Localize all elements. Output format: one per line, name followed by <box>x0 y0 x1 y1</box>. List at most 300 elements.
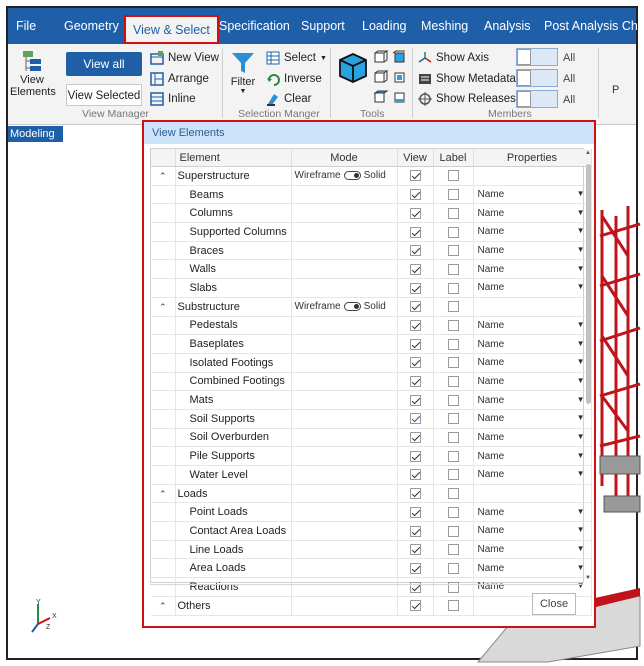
properties-cell[interactable] <box>473 559 591 578</box>
view-manager-group-label: View Manager <box>82 108 149 120</box>
label-checkbox[interactable] <box>448 563 459 574</box>
cube-front-icon[interactable] <box>374 50 388 64</box>
group-row[interactable] <box>151 484 591 503</box>
ribbon-separator <box>598 48 599 118</box>
view-selected-button[interactable]: View Selected <box>66 84 142 106</box>
close-button[interactable]: Close <box>532 593 576 615</box>
view-checkbox[interactable] <box>410 451 421 462</box>
label-cell <box>433 335 473 354</box>
properties-dropdown[interactable] <box>474 189 591 200</box>
properties-cell[interactable] <box>473 409 591 428</box>
label-checkbox[interactable] <box>448 189 459 200</box>
chevron-down-icon[interactable]: ▼ <box>576 506 585 516</box>
chevron-down-icon[interactable]: ▼ <box>576 581 585 591</box>
view-checkbox[interactable] <box>410 488 421 499</box>
ribbon-overflow[interactable]: P <box>612 84 620 96</box>
properties-cell[interactable] <box>473 503 591 522</box>
properties-dropdown[interactable] <box>474 563 591 574</box>
menu-file[interactable]: File <box>16 19 37 33</box>
filter-label: Filter <box>230 76 256 88</box>
label-checkbox[interactable] <box>448 320 459 331</box>
table-row[interactable] <box>151 522 591 541</box>
show-releases-toggle[interactable] <box>516 90 558 108</box>
mode-cell <box>291 353 397 372</box>
menu-support[interactable]: Support <box>301 19 345 33</box>
properties-value: Name <box>477 581 505 593</box>
view-all-button[interactable]: View all <box>66 52 142 76</box>
view-checkbox[interactable] <box>410 526 421 537</box>
expander-cell <box>151 353 175 372</box>
properties-dropdown[interactable] <box>474 226 591 237</box>
show-metadata-checkbox[interactable] <box>517 70 531 86</box>
view-checkbox[interactable] <box>410 245 421 256</box>
element-name: Slabs <box>189 281 218 294</box>
table-row[interactable] <box>151 559 591 578</box>
label-checkbox[interactable] <box>448 301 459 312</box>
properties-value: Name <box>477 245 505 257</box>
view-checkbox[interactable] <box>410 395 421 406</box>
axis-z-label: Z <box>46 624 51 631</box>
table-row[interactable] <box>151 316 591 335</box>
properties-cell[interactable] <box>473 335 591 354</box>
label-checkbox[interactable] <box>448 339 459 350</box>
properties-cell[interactable] <box>473 540 591 559</box>
ribbon-separator <box>412 48 413 118</box>
show-axis-toggle[interactable] <box>516 48 558 66</box>
chevron-down-icon[interactable]: ▼ <box>576 562 585 572</box>
label-checkbox[interactable] <box>448 507 459 518</box>
view-cell <box>397 167 433 186</box>
mode-toggle-switch[interactable] <box>344 171 361 180</box>
element-name: Others <box>177 599 211 612</box>
menu-bar <box>8 8 636 44</box>
menu-post-analysis[interactable]: Post Analysis Ch <box>544 19 638 33</box>
label-cell <box>433 316 473 335</box>
element-name: Soil Overburden <box>189 431 269 444</box>
header-mode: Mode <box>291 149 397 167</box>
chevron-down-icon[interactable]: ▼ <box>576 413 585 423</box>
tools-group-label: Tools <box>360 108 385 120</box>
element-name: Isolated Footings <box>189 356 274 369</box>
element-name: Reactions <box>189 580 239 593</box>
view-checkbox[interactable] <box>410 563 421 574</box>
mode-cell <box>291 223 397 242</box>
table-row[interactable] <box>151 540 591 559</box>
expander-cell <box>151 279 175 298</box>
cube-back-icon[interactable] <box>392 50 406 64</box>
view-checkbox[interactable] <box>410 413 421 424</box>
cube-top-icon[interactable] <box>374 90 388 104</box>
view-checkbox[interactable] <box>410 432 421 443</box>
expander-cell <box>151 503 175 522</box>
label-checkbox[interactable] <box>448 264 459 275</box>
show-releases-checkbox[interactable] <box>517 91 531 107</box>
elements-table <box>151 149 592 616</box>
chevron-down-icon[interactable]: ▼ <box>576 375 585 385</box>
element-name: Area Loads <box>189 562 246 575</box>
menu-loading[interactable]: Loading <box>362 19 407 33</box>
header-expander <box>151 149 175 167</box>
label-checkbox[interactable] <box>448 395 459 406</box>
properties-cell[interactable] <box>473 204 591 223</box>
view-cell <box>397 522 433 541</box>
label-checkbox[interactable] <box>448 208 459 219</box>
properties-cell[interactable] <box>473 466 591 485</box>
label-checkbox[interactable] <box>448 376 459 387</box>
scroll-down-icon[interactable]: ▼ <box>585 575 591 581</box>
label-cell <box>433 260 473 279</box>
view-checkbox[interactable] <box>410 264 421 275</box>
properties-value: Name <box>477 394 505 406</box>
element-name-cell <box>175 316 291 335</box>
cube-view-icon[interactable] <box>336 50 370 84</box>
properties-dropdown[interactable] <box>474 451 591 462</box>
chevron-down-icon[interactable]: ▼ <box>576 338 585 348</box>
label-cell <box>433 223 473 242</box>
cube-left-icon[interactable] <box>374 70 388 84</box>
grid-scrollbar[interactable] <box>584 148 593 581</box>
view-elements-label-1: View <box>20 74 44 86</box>
table-row[interactable] <box>151 185 591 204</box>
view-checkbox[interactable] <box>410 227 421 238</box>
label-cell <box>433 447 473 466</box>
group-row[interactable] <box>151 297 591 316</box>
element-name: Loads <box>177 487 208 500</box>
axis-icon <box>418 51 432 65</box>
chevron-down-icon[interactable]: ▼ <box>576 450 585 460</box>
new-view-icon <box>150 51 164 65</box>
header-label: Label <box>433 149 473 167</box>
show-releases-all-label: All <box>563 94 576 106</box>
view-cell <box>397 279 433 298</box>
new-view-button[interactable] <box>150 51 219 65</box>
table-row[interactable] <box>151 335 591 354</box>
chevron-down-icon[interactable]: ▼ <box>576 525 585 535</box>
label-cell <box>433 428 473 447</box>
element-name: Pile Supports <box>189 450 255 463</box>
properties-value: Name <box>477 506 505 518</box>
tree-icon <box>21 50 43 74</box>
chevron-down-icon[interactable]: ▼ <box>576 544 585 554</box>
label-checkbox[interactable] <box>448 451 459 462</box>
label-checkbox[interactable] <box>448 488 459 499</box>
label-cell <box>433 540 473 559</box>
show-releases-label: Show Releases <box>436 93 516 105</box>
element-name: Soil Supports <box>189 412 255 425</box>
label-checkbox[interactable] <box>448 526 459 537</box>
view-checkbox[interactable] <box>410 507 421 518</box>
table-row[interactable] <box>151 409 591 428</box>
label-cell <box>433 185 473 204</box>
properties-value: Name <box>477 431 505 443</box>
view-checkbox[interactable] <box>410 339 421 350</box>
expander-cell[interactable] <box>151 167 175 186</box>
properties-cell[interactable] <box>473 316 591 335</box>
properties-value: Name <box>477 226 505 238</box>
expander-cell <box>151 223 175 242</box>
properties-dropdown[interactable] <box>474 357 591 368</box>
collapse-chevron-icon[interactable]: ⌃ <box>158 301 167 312</box>
properties-cell <box>473 167 591 186</box>
table-row[interactable] <box>151 279 591 298</box>
label-checkbox[interactable] <box>448 469 459 480</box>
expander-cell <box>151 241 175 260</box>
show-axis-checkbox[interactable] <box>517 49 531 65</box>
element-name-cell <box>175 466 291 485</box>
app-window <box>6 6 638 660</box>
view-checkbox[interactable] <box>410 357 421 368</box>
expander-cell[interactable] <box>151 297 175 316</box>
label-cell <box>433 167 473 186</box>
properties-cell[interactable] <box>473 428 591 447</box>
view-checkbox[interactable] <box>410 208 421 219</box>
collapse-chevron-icon[interactable]: ⌃ <box>158 600 167 611</box>
view-checkbox[interactable] <box>410 283 421 294</box>
view-cell <box>397 559 433 578</box>
label-checkbox[interactable] <box>448 413 459 424</box>
header-element: Element <box>175 149 291 167</box>
table-row[interactable] <box>151 503 591 522</box>
expander-cell[interactable] <box>151 484 175 503</box>
properties-dropdown[interactable] <box>474 376 591 387</box>
element-name-cell <box>175 297 291 316</box>
properties-dropdown[interactable] <box>474 320 591 331</box>
element-name-cell <box>175 428 291 447</box>
properties-dropdown[interactable] <box>474 282 591 293</box>
members-group-label: Members <box>488 108 532 120</box>
mode-cell[interactable] <box>291 297 397 316</box>
properties-value: Name <box>477 319 505 331</box>
element-name: Walls <box>189 263 216 276</box>
label-checkbox[interactable] <box>448 357 459 368</box>
properties-dropdown[interactable] <box>474 469 591 480</box>
properties-cell[interactable] <box>473 260 591 279</box>
table-header <box>151 149 591 167</box>
label-cell <box>433 279 473 298</box>
select-button[interactable] <box>266 51 327 65</box>
element-name-cell <box>175 260 291 279</box>
view-checkbox[interactable] <box>410 376 421 387</box>
table-row[interactable] <box>151 372 591 391</box>
dialog-footer <box>150 584 582 621</box>
element-name: Mats <box>189 394 214 407</box>
mode-cell <box>291 316 397 335</box>
menu-geometry[interactable]: Geometry <box>64 19 119 33</box>
cube-bottom-icon[interactable] <box>392 90 406 104</box>
element-name-cell <box>175 447 291 466</box>
table-row[interactable] <box>151 241 591 260</box>
mode-cell <box>291 484 397 503</box>
arrange-icon <box>150 72 164 86</box>
label-checkbox[interactable] <box>448 432 459 443</box>
inverse-icon <box>266 72 280 86</box>
properties-dropdown[interactable] <box>474 339 591 350</box>
selection-group-label: Selection Manger <box>238 108 320 120</box>
label-checkbox[interactable] <box>448 170 459 181</box>
properties-cell[interactable] <box>473 522 591 541</box>
properties-dropdown[interactable] <box>474 413 591 424</box>
element-name: Braces <box>189 244 224 257</box>
mode-cell <box>291 241 397 260</box>
chevron-down-icon[interactable]: ▼ <box>576 189 585 199</box>
view-checkbox[interactable] <box>410 320 421 331</box>
mode-cell <box>291 409 397 428</box>
table-row[interactable] <box>151 466 591 485</box>
element-name: Water Level <box>189 468 248 481</box>
chevron-down-icon[interactable]: ▼ <box>576 431 585 441</box>
properties-cell[interactable] <box>473 372 591 391</box>
mode-wireframe-label: Wireframe <box>294 170 341 182</box>
properties-value: Name <box>477 469 505 481</box>
label-cell <box>433 484 473 503</box>
table-row[interactable] <box>151 204 591 223</box>
properties-value: Name <box>477 450 505 462</box>
inverse-button[interactable] <box>266 72 322 86</box>
show-axis-button[interactable] <box>418 51 489 65</box>
label-cell <box>433 241 473 260</box>
element-name-cell <box>175 279 291 298</box>
properties-cell[interactable] <box>473 223 591 242</box>
properties-cell <box>473 297 591 316</box>
cube-right-icon[interactable] <box>392 70 406 84</box>
properties-cell[interactable] <box>473 185 591 204</box>
view-cell <box>397 204 433 223</box>
mode-cell <box>291 503 397 522</box>
chevron-down-icon[interactable]: ▼ <box>576 226 585 236</box>
expander-cell <box>151 260 175 279</box>
element-name-cell <box>175 204 291 223</box>
mode-cell <box>291 391 397 410</box>
scroll-thumb[interactable] <box>586 164 591 404</box>
expander-cell <box>151 447 175 466</box>
properties-cell[interactable] <box>473 279 591 298</box>
table-row[interactable] <box>151 260 591 279</box>
label-checkbox[interactable] <box>448 245 459 256</box>
menu-analysis[interactable]: Analysis <box>484 19 531 33</box>
mode-toggle-switch[interactable] <box>344 302 361 311</box>
properties-value: Name <box>477 207 505 219</box>
properties-dropdown[interactable] <box>474 525 591 536</box>
expander-cell <box>151 540 175 559</box>
properties-cell[interactable] <box>473 447 591 466</box>
menu-specification[interactable]: Specification <box>219 19 290 33</box>
element-name: Line Loads <box>189 543 244 556</box>
view-elements-label-2: Elements <box>10 86 56 98</box>
properties-dropdown[interactable] <box>474 507 591 518</box>
chevron-down-icon[interactable]: ▼ <box>576 245 585 255</box>
element-name-cell <box>175 559 291 578</box>
header-view: View <box>397 149 433 167</box>
properties-value: Name <box>477 375 505 387</box>
chevron-down-icon[interactable]: ▼ <box>576 263 585 273</box>
element-name: Superstructure <box>177 169 250 182</box>
properties-value: Name <box>477 263 505 275</box>
label-checkbox[interactable] <box>448 227 459 238</box>
chevron-down-icon[interactable]: ▼ <box>576 469 585 479</box>
view-cell <box>397 353 433 372</box>
element-name-cell <box>175 372 291 391</box>
show-releases-button[interactable] <box>418 92 516 106</box>
chevron-down-icon[interactable]: ▼ <box>576 282 585 292</box>
releases-icon <box>418 92 432 106</box>
group-row[interactable] <box>151 167 591 186</box>
menu-view-select[interactable]: View & Select <box>124 15 219 44</box>
element-name-cell <box>175 484 291 503</box>
view-checkbox[interactable] <box>410 469 421 480</box>
collapse-chevron-icon[interactable]: ⌃ <box>158 488 167 499</box>
table-row[interactable] <box>151 353 591 372</box>
properties-cell[interactable] <box>473 241 591 260</box>
show-axis-all-label: All <box>563 52 576 64</box>
view-cell <box>397 391 433 410</box>
table-row[interactable] <box>151 223 591 242</box>
label-checkbox[interactable] <box>448 283 459 294</box>
metadata-icon <box>418 72 432 86</box>
chevron-down-icon[interactable]: ▼ <box>576 394 585 404</box>
element-name-cell <box>175 223 291 242</box>
view-elements-button[interactable] <box>10 50 54 106</box>
properties-dropdown[interactable] <box>474 395 591 406</box>
label-checkbox[interactable] <box>448 544 459 555</box>
mode-cell <box>291 204 397 223</box>
chevron-down-icon[interactable]: ▼ <box>576 357 585 367</box>
chevron-down-icon[interactable]: ▼ <box>576 207 585 217</box>
view-checkbox[interactable] <box>410 301 421 312</box>
properties-cell[interactable] <box>473 391 591 410</box>
mode-cell[interactable] <box>291 167 397 186</box>
view-checkbox[interactable] <box>410 170 421 181</box>
inverse-label: Inverse <box>284 73 322 85</box>
expander-cell <box>151 391 175 410</box>
inline-button[interactable] <box>150 92 196 106</box>
scroll-up-icon[interactable]: ▲ <box>585 150 591 156</box>
properties-dropdown[interactable] <box>474 245 591 256</box>
arrange-label: Arrange <box>168 73 209 85</box>
chevron-down-icon[interactable]: ▼ <box>576 319 585 329</box>
element-name-cell <box>175 409 291 428</box>
table-row[interactable] <box>151 447 591 466</box>
expander-cell <box>151 466 175 485</box>
collapse-chevron-icon[interactable]: ⌃ <box>158 170 167 181</box>
properties-dropdown[interactable] <box>474 208 591 219</box>
clear-label: Clear <box>284 93 312 105</box>
properties-cell[interactable] <box>473 353 591 372</box>
properties-value: Name <box>477 525 505 537</box>
view-cell <box>397 185 433 204</box>
mode-cell <box>291 559 397 578</box>
view-cell <box>397 260 433 279</box>
table-row[interactable] <box>151 391 591 410</box>
ribbon <box>8 44 636 125</box>
show-metadata-toggle[interactable] <box>516 69 558 87</box>
tab-modeling[interactable]: Modeling <box>8 126 63 142</box>
view-checkbox[interactable] <box>410 544 421 555</box>
element-name: Beams <box>189 188 224 201</box>
properties-dropdown[interactable] <box>474 544 591 555</box>
show-metadata-button[interactable] <box>418 72 516 86</box>
filter-dropdown-icon: ▼ <box>239 88 247 95</box>
clear-button[interactable] <box>266 92 311 106</box>
view-checkbox[interactable] <box>410 189 421 200</box>
menu-meshing[interactable]: Meshing <box>421 19 469 33</box>
view-cell <box>397 297 433 316</box>
expander-cell <box>151 522 175 541</box>
properties-dropdown[interactable] <box>474 264 591 275</box>
filter-button[interactable] <box>228 50 258 95</box>
table-row[interactable] <box>151 428 591 447</box>
properties-dropdown[interactable] <box>474 432 591 443</box>
arrange-button[interactable] <box>150 72 209 86</box>
